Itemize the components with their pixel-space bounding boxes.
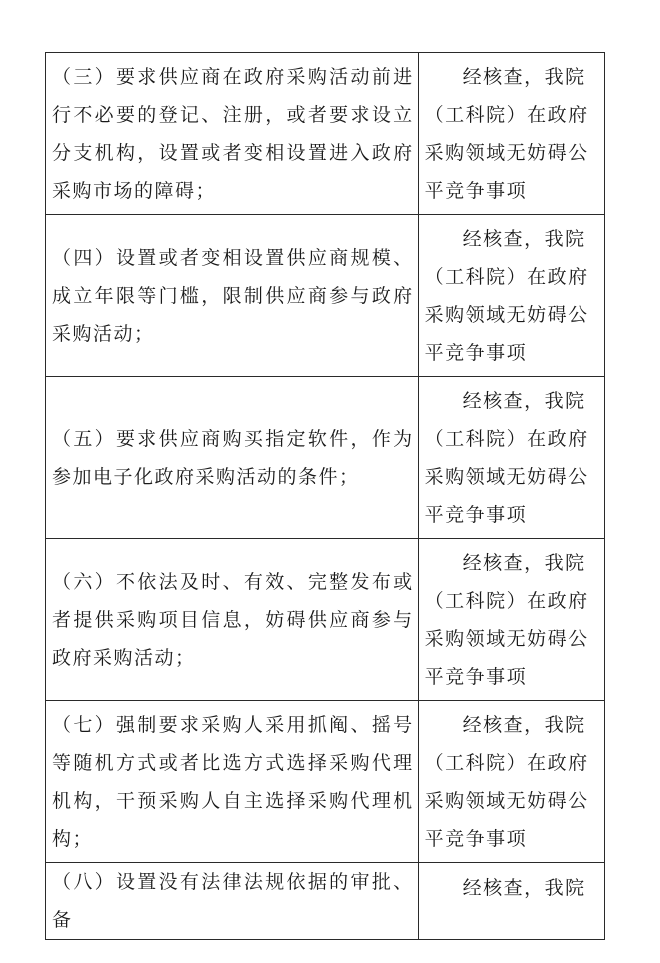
item-cell [46, 377, 419, 539]
item-text: （六）不依法及时、有效、完整发布或者提供采购项目信息，妨碍供应商参与政府采购活动； [52, 570, 414, 669]
result-text: 经核查，我院 [462, 877, 586, 899]
result-text: 经核查，我院（工科院）在政府采购领域无妨碍公平竞争事项 [424, 389, 589, 526]
result-text: 经核查，我院（工科院）在政府采购领域无妨碍公平竞争事项 [424, 227, 589, 364]
table-row [46, 215, 605, 377]
item-text: （四）设置或者变相设置供应商规模、成立年限等门槛，限制供应商参与政府采购活动； [52, 246, 414, 345]
table-row [46, 701, 605, 863]
item-cell [46, 863, 419, 940]
item-text: （八）设置没有法律法规依据的审批、备 [52, 871, 414, 931]
result-text: 经核查，我院（工科院）在政府采购领域无妨碍公平竞争事项 [424, 713, 589, 850]
result-cell [418, 539, 604, 701]
item-cell [46, 701, 419, 863]
table-row [46, 53, 605, 215]
item-text: （七）强制要求采购人采用抓阄、摇号等随机方式或者比选方式选择采购代理机构，干预采购人自主选择采购代理机构； [52, 713, 414, 850]
result-cell [418, 215, 604, 377]
result-cell [418, 377, 604, 539]
table-row [46, 863, 605, 940]
result-cell [418, 701, 604, 863]
table-row [46, 539, 605, 701]
result-cell [418, 863, 604, 940]
item-cell [46, 539, 419, 701]
item-text: （五）要求供应商购买指定软件，作为参加电子化政府采购活动的条件； [52, 427, 414, 488]
result-text: 经核查，我院（工科院）在政府采购领域无妨碍公平竞争事项 [424, 65, 589, 202]
item-cell [46, 215, 419, 377]
table-row [46, 377, 605, 539]
item-text: （三）要求供应商在政府采购活动前进行不必要的登记、注册，或者要求设立分支机构，设置或者变相设置进入政府采购市场的障碍； [52, 65, 414, 202]
item-cell [46, 53, 419, 215]
review-table [45, 52, 605, 940]
result-cell [418, 53, 604, 215]
result-text: 经核查，我院（工科院）在政府采购领域无妨碍公平竞争事项 [424, 551, 589, 688]
